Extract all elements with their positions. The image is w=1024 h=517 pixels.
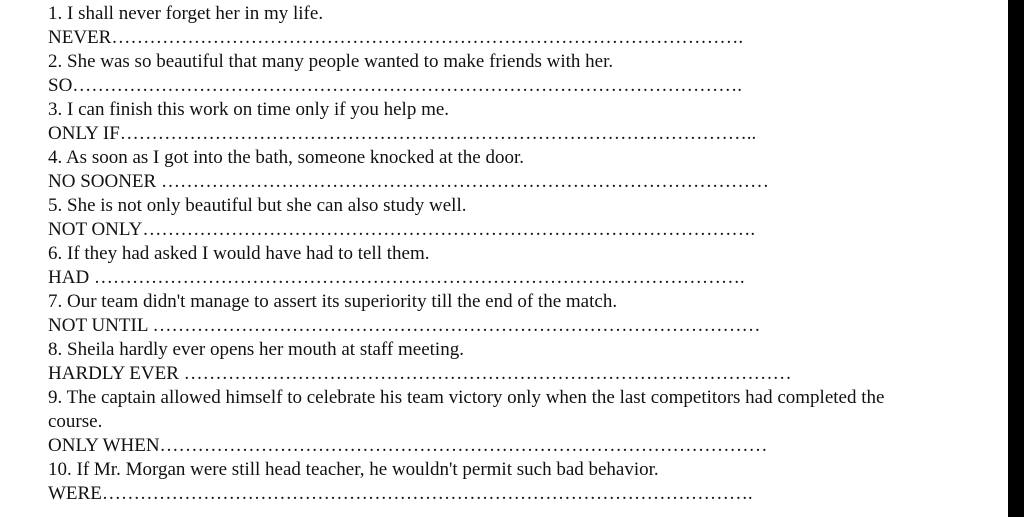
item-8-answer-line: HARDLY EVER ……………………………………………………………………………………: [48, 363, 792, 384]
item-6-sentence: 6. If they had asked I would have had to tell them.: [48, 243, 430, 264]
item-1-sentence: 1. I shall never forget her in my life.: [48, 3, 324, 24]
item-10-sentence: 10. If Mr. Morgan were still head teacher, he wouldn't permit such bad behavior.: [48, 459, 659, 480]
item-9-sentence-continuation: course.: [48, 411, 103, 432]
item-4-sentence: 4. As soon as I got into the bath, someone knocked at the door.: [48, 147, 524, 168]
item-5-sentence: 5. She is not only beautiful but she can also study well.: [48, 195, 467, 216]
item-8-sentence: 8. Sheila hardly ever opens her mouth at staff meeting.: [48, 339, 464, 360]
item-6-answer-line: HAD ………………………………………………………………………………………….: [48, 267, 745, 288]
item-9-sentence: 9. The captain allowed himself to celebrate his team victory only when the last competitors had completed the: [48, 387, 885, 408]
item-5-answer-line: NOT ONLY…………………………………………………………………………………….: [48, 219, 756, 240]
item-3-sentence: 3. I can finish this work on time only if you help me.: [48, 99, 450, 120]
item-7-answer-line: NOT UNTIL ……………………………………………………………………………………: [48, 315, 761, 336]
item-3-answer-line: ONLY IF………………………………………………………………………………………..: [48, 123, 757, 144]
item-1-answer-line: NEVER……………………………………………………………………………………….: [48, 27, 744, 48]
item-9-answer-line: ONLY WHEN……………………………………………………………………………………: [48, 435, 768, 456]
item-4-answer-line: NO SOONER ……………………………………………………………………………………: [48, 171, 769, 192]
item-2-sentence: 2. She was so beautiful that many people wanted to make friends with her.: [48, 51, 614, 72]
item-7-sentence: 7. Our team didn't manage to assert its superiority till the end of the match.: [48, 291, 618, 312]
right-edge-bar: [1008, 0, 1024, 517]
item-10-answer-line: WERE………………………………………………………………………………………….: [48, 483, 753, 504]
item-2-answer-line: SO…………………………………………………………………………………………….: [48, 75, 743, 96]
